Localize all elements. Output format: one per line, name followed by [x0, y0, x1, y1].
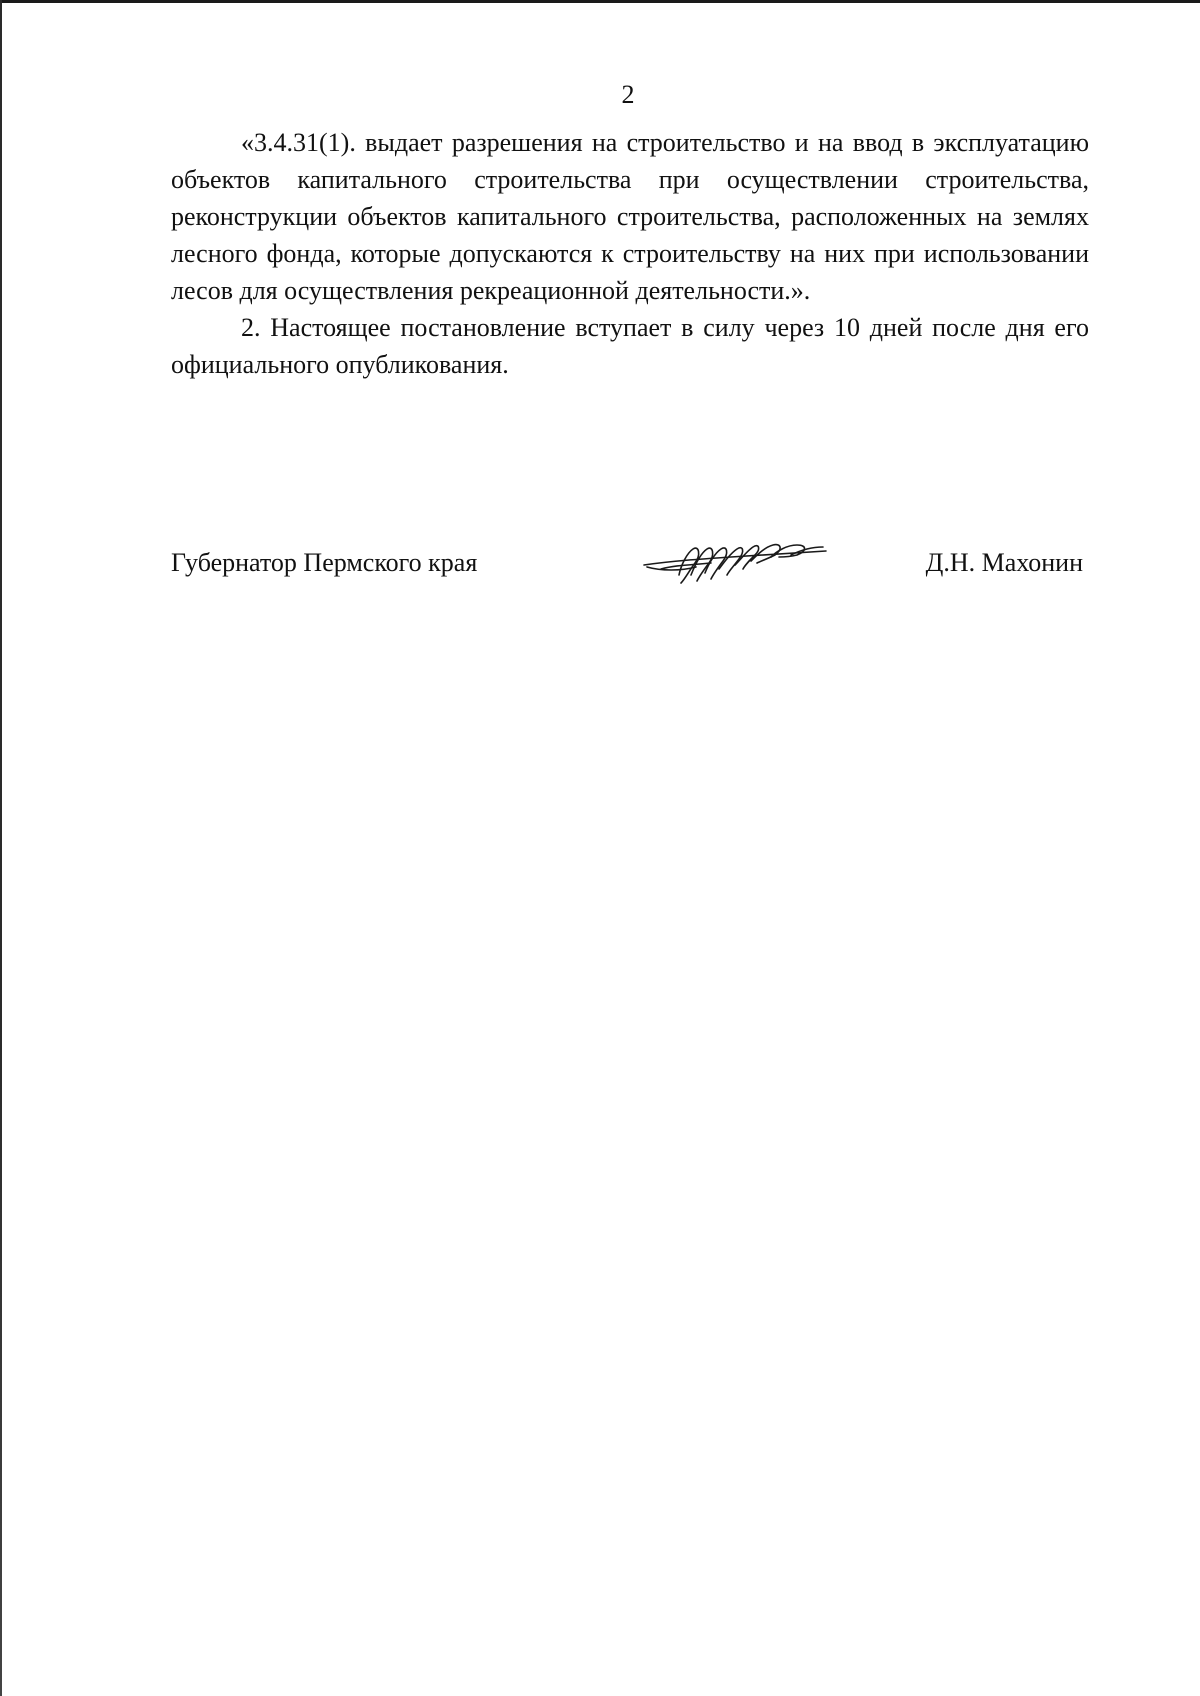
signature-block	[171, 543, 1083, 593]
scan-edge-left	[0, 0, 2, 1696]
signer-position: Губернатор Пермского края	[171, 548, 478, 577]
scan-edge-top	[0, 0, 1200, 3]
paragraph-clause-3-4-31-1: «3.4.31(1). выдает разрешения на строительство и на ввод в эксплуатацию объектов капитального строительства при осуществлении строительства, реконструкции объектов капитального строительства, расположенных на землях лесного фонда, которые допускаются к строительству на них при использовании лесов для осуществления рекреационной деятельности.».	[171, 128, 1089, 305]
page-number: 2	[621, 80, 635, 109]
handwritten-signature	[641, 535, 831, 589]
signer-name: Д.Н. Махонин	[925, 548, 1083, 577]
paragraph-effective-date: 2. Настоящее постановление вступает в силу через 10 дней после дня его официального опубликования.	[171, 313, 1089, 379]
document-body	[171, 124, 1089, 383]
